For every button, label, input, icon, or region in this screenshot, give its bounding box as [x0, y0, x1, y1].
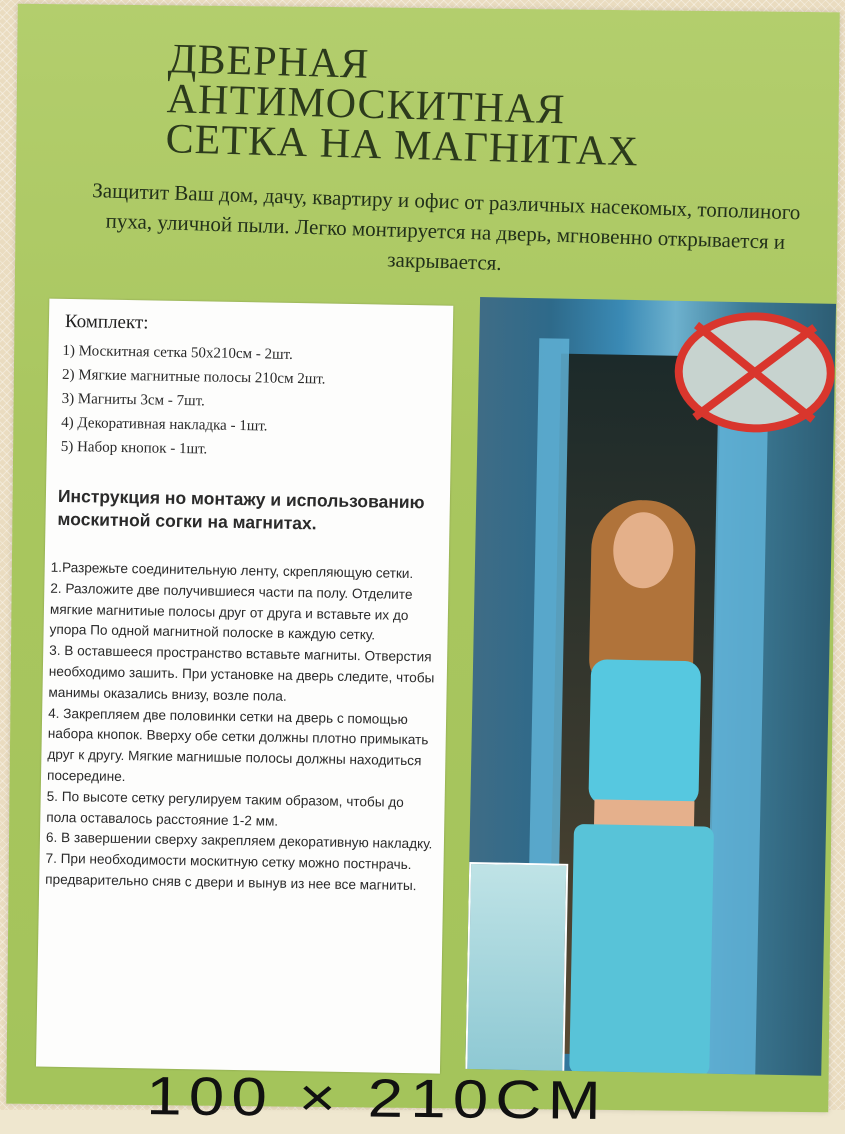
- inset-photo: [465, 862, 568, 1076]
- product-description: Защитит Ваш дом, дачу, квартиру и офис от различных насекомых, тополиного пуха, уличной пыли. Легко монтируется на дверь, мгновенно открывается и закрывается.: [91, 178, 801, 275]
- instruction-step: 3. В оставшееся пространство вставьте магниты. Отверстия необходимо зашить. При установке на дверь следите, чтобы манимы оказались внизу, возле пола.: [48, 642, 435, 704]
- title-line-2: АНТИМОСКИТНАЯ: [166, 76, 566, 134]
- size-label: 100 × 210СМ: [146, 1066, 609, 1131]
- title-line-1: ДВЕРНАЯ: [167, 36, 370, 88]
- instruction-step: 5. По высоте сетку регулируем таким образом, чтобы до пола оставалось расстояние 1-2 мм.: [46, 788, 404, 829]
- no-insects-icon: [674, 311, 836, 434]
- product-photo: [465, 297, 836, 1076]
- package-sheet: [6, 4, 839, 1131]
- kit-item: 2) Мягкие магнитные полосы 210см 2шт.: [61, 366, 326, 388]
- kit-item: 5) Набор кнопок - 1шт.: [60, 438, 208, 458]
- instruction-step: 7. При необходимости москитную сетку можно постнрачь. предварительно сняв с двери и вынув из нее все магниты.: [45, 850, 417, 894]
- instructions-panel: [36, 299, 453, 1074]
- model-top: [588, 659, 701, 806]
- title-line-3: СЕТКА НА МАГНИТАХ: [165, 116, 640, 176]
- instruction-steps: [45, 558, 441, 898]
- kit-item: 3) Магниты 3см - 7шт.: [61, 390, 205, 410]
- kit-item: 4) Декоративная накладка - 1шт.: [61, 414, 268, 435]
- kit-title: Комплект:: [64, 310, 149, 334]
- model-jeans: [569, 824, 714, 1076]
- kit-item: 1) Москитная сетка 50х210см - 2шт.: [62, 342, 293, 363]
- instructions-title: Инструкция но монтажу и использованию москитной согки на магнитах.: [57, 485, 425, 534]
- kit-list: [61, 339, 327, 464]
- instruction-step: 2. Разложите две получившиеся части па полу. Отделите мягкие магнитиые полосы друг от друга и вставьте их до упора По одной магнитной полоске в каждую сетку.: [49, 580, 413, 643]
- instruction-step: 1.Разрежьте соединительную ленту, скрепляющую сетки.: [50, 559, 414, 582]
- instruction-step: 4. Закрепляем две половинки сетки на дверь с помощью набора кнопок. Вверху обе сетки должны плотно примыкать друг к другу. Мягкие магнишые полосы должны находиться посередине.: [46, 705, 429, 785]
- product-title: [165, 36, 641, 176]
- instruction-step: 6. В завершении сверху закрепляем декоративную накладку.: [45, 830, 433, 852]
